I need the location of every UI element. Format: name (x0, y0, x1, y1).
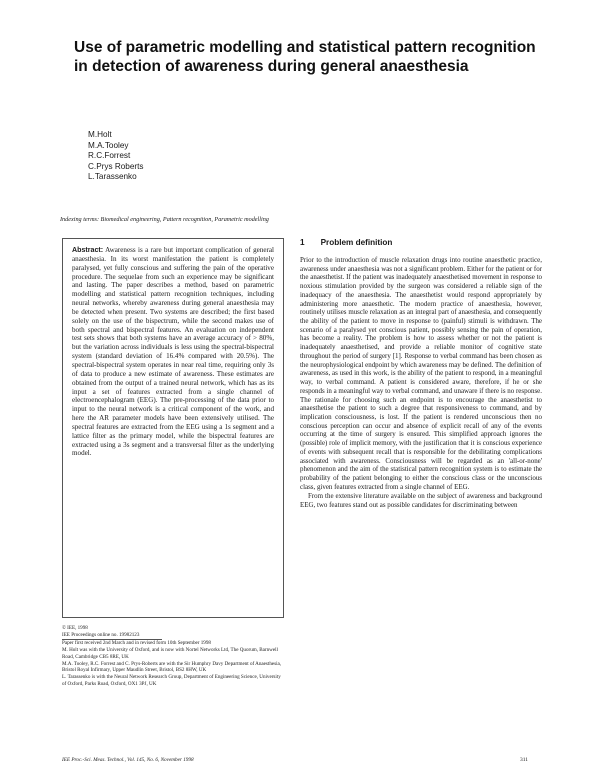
author-name: C.Prys Roberts (88, 161, 144, 171)
section-heading (300, 238, 408, 247)
author-name: M.A.Tooley (88, 140, 129, 150)
abstract-text (72, 246, 274, 458)
affiliation-note: M. Holt was with the University of Oxford, and is now with Nortel Networks Ltd, The Quorum, Barnwell Road, Cambridge CB5 8RE, UK (62, 646, 278, 660)
body-paragraph: From the extensive literature available on the subject of awareness and background EEG, two features stand out as possible candidates for discriminating between (300, 492, 542, 510)
indexing-terms: Indexing terms: Biomedical engineering, Pattern recognition, Parametric modelling (60, 216, 269, 223)
body-paragraph: Prior to the introduction of muscle relaxation drugs into routine anaesthetic practice, awareness under anaesthesia was not a significant problem. Either for the patient or for the anaesthetist. If the patient was inadequately anaesthetised movement in response to noxious stimulation provided by the surgeon was considered a reliable sign of the inadequacy of the anaesthesia. The anaesthetist would respond appropriately by administering more anaesthetic. The modern practice of anaesthesia, however, routinely utilises muscle relaxation as an integral part of anaesthesia, and consequently the ability of the patient to move in response to (painful) stimuli is withdrawn. The scenario of a paralysed yet conscious patient, possibly sensing the pain of operation, has become a reality. The problem is how to assess whether or not the patient is inadequately anaesthetised, and provide a reliable monitor of cognitive state throughout the period of surgery [1]. Response to verbal command has been chosen as the neurophysiological endpoint by which awareness may be defined. The definition of awareness, as used in this work, is the ability of the patient to respond, in a meaningful way, to verbal command. A patient is considered aware, therefore, if he or she responds in a meaningful way to verbal command, and unaware if there is no response. The rationale for choosing such an endpoint is to encourage the anaesthetist to anaesthetise the patient to such a degree that responsiveness to command, and by implication consciousness, is lost. If the patient is rendered unconscious then no conscious perception can occur and absence of explicit recall of any of the events occurring at the time of surgery is ensured. This simplified approach ignores the (possible) role of implicit memory, with the justification that it is conscious experience of events with subsequent recall that is responsible for the debilitating complications associated with awareness. Consciousness will be regarded as an 'all-or-none' phenomenon and the aim of the statistical pattern recognition system is to estimate the probability of the patient belonging to either the conscious class or the unconscious class, given features extracted from a single channel of EEG. (300, 256, 542, 491)
author-name: L.Tarassenko (88, 172, 137, 181)
section-number: 1 (300, 238, 305, 247)
author-name: R.C.Forrest (88, 151, 131, 160)
page-number: 311 (520, 757, 529, 763)
copyright-notice: © IEE, 1998 (62, 625, 88, 631)
abstract-body: Awareness is a rare but important complication of general anaesthesia. In its worst manifestation the patient is completely paralysed, yet fully conscious and suffering the pain of the operative procedure. The sequelae from such an experience may be significant and lasting. The paper describes a method, based on parametric modelling and statistical pattern recognition techniques, including neural networks, whereby awareness during general anaesthesia may be detected when present. Two systems are described; the first based solely on the use of the bispectrum, while the second makes use of both spectral and bispectral features. An evaluation on independent test sets shows that both systems have an average accuracy of > 80%, but the variation across individuals is less using the spectral-bispectral system (standard deviation of 16.4% compared with 20.5%). The spectral-bispectral system operates in near real time, requiring only 3s of data to produce a new estimate of awareness. These estimates are obtained from the output of a trained neural network, which has as its input a set of features extracted from a single channel of electroencephalogram (EEG). The pre-processing of the data prior to input to the neural network is a critical component of the work, and here the AR parameter models have been extensively utilised. The spectral features are extracted from the EEG using a 1s segment and a lattice filter as the primary model, while the bispectral features are extracted using a 3s segment and a transversal filter as the underlying model. (72, 246, 274, 458)
paper-number: IEE Proceedings online no. 19982123 (62, 631, 140, 638)
footnotes (62, 625, 284, 688)
received-date: Paper first received 2nd March and in revised form 10th September 1998 (62, 639, 211, 646)
author-list (88, 130, 144, 183)
affiliation-note: L. Tarassenko is with the Neural Network Research Group, Department of Engineering Science, University of Oxford, Parks Road, Oxford, OX1 3PJ, UK (62, 674, 281, 688)
body-column (300, 256, 542, 756)
section-title: Problem definition (320, 238, 393, 247)
journal-footer: IEE Proc.-Sci. Meas. Technol., Vol. 145, No. 6, November 1998 (62, 757, 194, 763)
abstract-label: Abstract: (72, 246, 104, 254)
affiliation-note: M.A. Tooley, R.C. Forrest and C. Prys-Roberts are with the Sir Humphry Davy Department of Anaesthesia, Bristol Royal Infirmary, Upper Maudlin Street, Bristol, BS2 8HW, UK (62, 660, 282, 674)
abstract-box (62, 238, 284, 618)
author-name: M.Holt (88, 130, 112, 139)
paper-title: Use of parametric modelling and statistical pattern recognition in detection of awareness during general anaesthesia (74, 39, 536, 75)
